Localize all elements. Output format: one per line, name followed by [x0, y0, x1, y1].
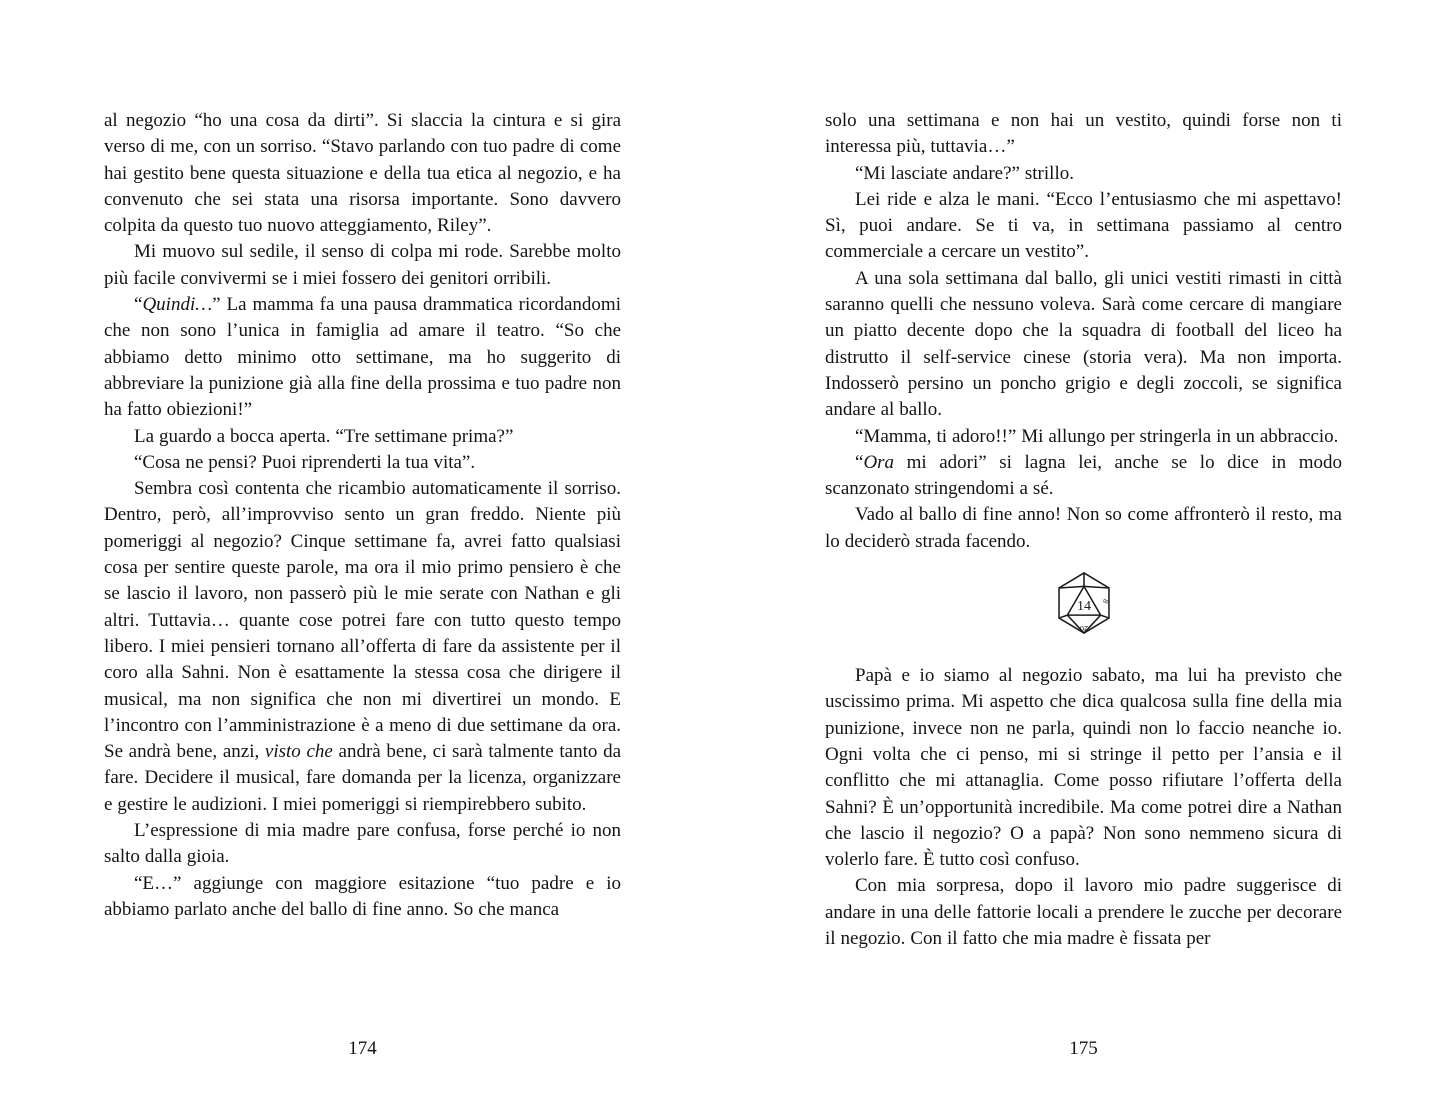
paragraph — [825, 161, 1342, 187]
paragraph — [104, 292, 621, 423]
paragraph — [825, 873, 1342, 952]
italic-text-run: visto che — [264, 741, 333, 763]
page-right-text-block — [825, 108, 1342, 952]
paragraph — [825, 266, 1342, 424]
text-run: andrà bene, ci sarà talmente tanto da fare. Decidere il musical, fare domanda per la licenza, organizzare e gestire le audizioni. I miei pomeriggi si riempirebbero subito. — [104, 741, 622, 815]
text-run: Papà e io siamo al negozio sabato, ma lui ha previsto che uscissimo prima. Mi aspetto che dica qualcosa sulla fine della mia punizione, invece non ne parla, quindi non lo faccio neanche io. Ogni volta che ci penso, mi si stringe il petto per l’ansia e il conflitto che mi attanaglia. Come posso rifiutare l’offerta della Sahni? È un’opportunità incredibile. Ma come potrei dire a Nathan che lascio il negozio? O a papà? Non sono nemmeno sicura di volerlo fare. È tutto così confuso. — [825, 665, 1342, 871]
text-run: mi adori” si lagna lei, anche se lo dice in modo scanzonato stringendomi a sé. — [825, 451, 1342, 500]
text-run: L’espressione di mia madre pare confusa, forse perché io non salto dalla gioia. — [104, 820, 621, 868]
paragraph — [825, 108, 1342, 161]
paragraph — [104, 108, 621, 239]
scene-break-ornament — [825, 571, 1342, 635]
page-number-left: 174 — [348, 1038, 377, 1059]
paragraph — [104, 450, 621, 476]
text-run: Con mia sorpresa, dopo il lavoro mio padre suggerisce di andare in una delle fattorie locali a prendere le zucche per decorare il negozio. Con il fatto che mia madre è fissata per — [825, 875, 1342, 950]
paragraph — [825, 424, 1342, 450]
paragraph — [825, 663, 1342, 873]
page-right-text-bottom — [825, 663, 1342, 952]
paragraph — [104, 239, 621, 292]
text-run: “E…” aggiunge con maggiore esitazione “tuo padre e io abbiamo parlato anche del ballo di fine anno. So che manca — [104, 872, 621, 920]
d20-die-icon — [1052, 571, 1116, 635]
paragraph — [104, 818, 621, 871]
page-right-text-top — [825, 108, 1342, 555]
text-run: al negozio “ho una cosa da dirti”. Si slaccia la cintura e si gira verso di me, con un sorriso. “Stavo parlando con tuo padre di come hai gestito bene questa situazione e della tua etica al negozio, e ha convenuto che sei stata una risorsa importante. Sono davvero colpita da questo tuo nuovo atteggiamento, Riley”. — [104, 110, 621, 237]
text-run: “Mamma, ti adoro!!” Mi allungo per stringerla in un abbraccio. — [855, 425, 1339, 447]
paragraph — [104, 871, 621, 924]
text-run: Lei ride e alza le mani. “Ecco l’entusiasmo che mi aspettavo! Sì, puoi andare. Se ti va, in settimana passiamo al centro commerciale a cercare un vestito”. — [825, 188, 1342, 263]
text-run: “ — [855, 451, 864, 473]
page-left-text-block — [104, 108, 621, 923]
text-run: “Cosa ne pensi? Puoi riprenderti la tua vita”. — [134, 451, 476, 473]
paragraph — [104, 424, 621, 450]
italic-text-run: Quindi… — [142, 294, 213, 316]
paragraph — [825, 187, 1342, 266]
die-face-right: 8 — [1100, 597, 1111, 606]
paragraph — [825, 450, 1342, 503]
text-run: La guardo a bocca aperta. “Tre settimane prima?” — [134, 425, 514, 447]
paragraph — [825, 502, 1342, 555]
text-run: Sembra così contenta che ricambio automaticamente il sorriso. Dentro, però, all’improvviso sento un gran freddo. Niente più pomeriggi al negozio? Cinque settimane fa, avrei fatto qualsiasi cosa per sentire queste parole, ma ora il mio primo pensiero è che se lascio il lavoro, non passerò più le mie serate con Nathan e gli altri. Tuttavia… quante cose potrei fare con tutto questo tempo libero. I miei pensieri tornano all’offerta di fare da assistente per il coro alla Sahni. Non è esattamente la stessa cosa che dirigere il musical, ma non significa che non mi divertirei un mondo. E l’incontro con l’amministrazione è a meno di due settimane da ora. Se andrà bene, anzi, — [104, 478, 621, 763]
text-run: solo una settimana e non hai un vestito, quindi forse non ti interessa più, tuttavia…” — [825, 110, 1342, 158]
italic-text-run: Ora — [863, 451, 895, 473]
die-face-center: 14 — [1076, 598, 1091, 615]
text-run: ” La mamma fa una pausa drammatica ricordandomi che non sono l’unica in famiglia ad amare il teatro. “So che abbiamo detto minimo otto settimane, ma ho suggerito di abbreviare la punizione già alla fine della prossima e tuo padre non ha fatto obiezioni!” — [104, 294, 621, 421]
paragraph — [104, 476, 621, 818]
text-run: Mi muovo sul sedile, il senso di colpa mi rode. Sarebbe molto più facile convivermi se i miei fossero dei genitori orribili. — [104, 241, 621, 289]
text-run: A una sola settimana dal ballo, gli unici vestiti rimasti in città saranno quelli che nessuno voleva. Sarà come cercare di mangiare un piatto decente dopo che la squadra di football del liceo ha distrutto il self-service cinese (storia vera). Ma non importa. Indosserò persino un poncho grigio e degli zoccoli, se significa andare al ballo. — [825, 267, 1342, 421]
text-run: “ — [134, 294, 143, 316]
text-run: Vado al ballo di fine anno! Non so come affronterò il resto, ma lo deciderò strada facendo. — [825, 504, 1342, 552]
text-run: “Mi lasciate andare?” strillo. — [855, 162, 1074, 184]
page-number-right: 175 — [1069, 1038, 1098, 1059]
die-face-bottom: 20 — [1079, 624, 1088, 634]
